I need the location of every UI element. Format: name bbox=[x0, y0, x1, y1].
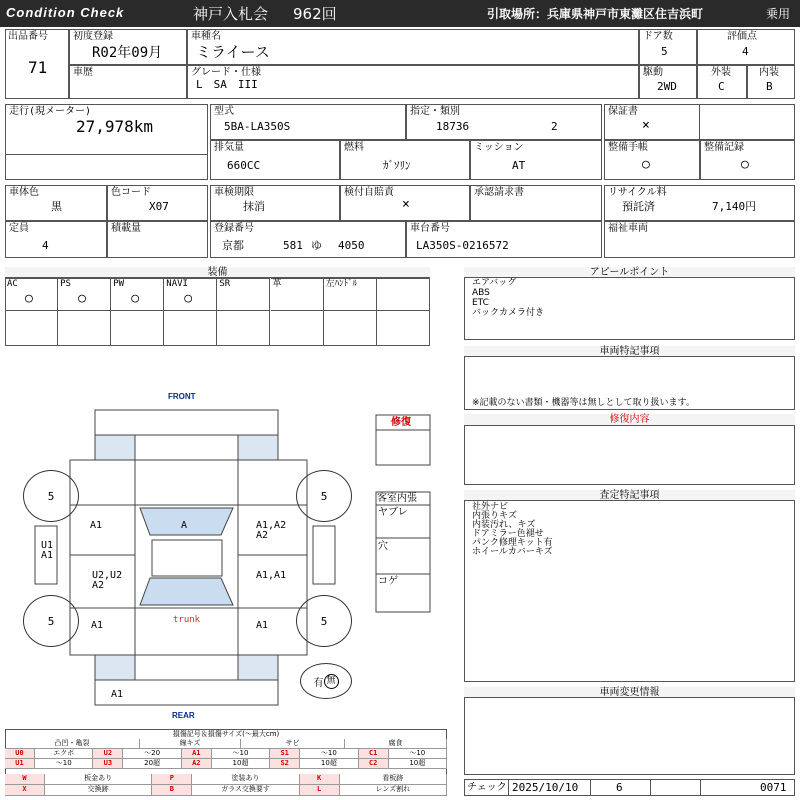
panel-hood: A bbox=[181, 520, 188, 531]
inspector-lines bbox=[472, 503, 553, 557]
score-value: 4 bbox=[742, 45, 749, 58]
equipment-label: NAVI bbox=[166, 279, 188, 289]
chassis-value: LA350S-0216572 bbox=[416, 239, 509, 252]
displacement-value: 660CC bbox=[227, 159, 261, 172]
change-panel bbox=[464, 687, 795, 775]
header-auction: 神戸入札会 bbox=[193, 5, 269, 23]
legend-code: U2 bbox=[93, 749, 123, 759]
legend-group: サビ bbox=[241, 739, 345, 749]
legend-group: 凸凹・亀裂 bbox=[5, 739, 140, 749]
legend-meaning: レンズ割れ bbox=[340, 785, 447, 796]
check-date: 2025/10/10 bbox=[512, 781, 579, 794]
legend-code: U0 bbox=[5, 749, 35, 759]
tire-front-left: 5 bbox=[23, 470, 79, 522]
legend-size: 〜10 bbox=[300, 749, 358, 759]
legend-size: 〜10 bbox=[389, 749, 447, 759]
doors-value: 5 bbox=[661, 45, 668, 58]
grade-value: L SA III bbox=[196, 78, 258, 91]
legend-code: L bbox=[300, 785, 340, 796]
appeal-title: アピールポイント bbox=[464, 267, 795, 278]
spare-indicator bbox=[300, 663, 352, 699]
plate-label: 登録番号 bbox=[214, 223, 254, 234]
designation-value: 18736 bbox=[436, 120, 470, 133]
equipment-label: 革 bbox=[272, 279, 282, 289]
plate-class: 581 bbox=[283, 239, 303, 252]
equipment-mark: ○ bbox=[184, 291, 193, 306]
history-label: 車歴 bbox=[73, 67, 93, 78]
grade-label: グレード・仕様 bbox=[191, 67, 261, 78]
legend-code: A2 bbox=[182, 759, 212, 769]
recycle-label: リサイクル料 bbox=[608, 187, 667, 198]
legend-code: S2 bbox=[270, 759, 300, 769]
legend-size: 20超 bbox=[123, 759, 181, 769]
equipment-cell bbox=[324, 278, 377, 310]
panel-left-side: U1 A1 bbox=[41, 540, 54, 561]
cabin-title: 客室内張 bbox=[377, 493, 417, 504]
insurance-value: × bbox=[402, 197, 410, 212]
equipment-cell bbox=[271, 310, 324, 346]
manual-value: ○ bbox=[642, 157, 650, 172]
legend-code: P bbox=[152, 774, 192, 785]
tire-rear-right: 5 bbox=[296, 595, 352, 647]
repair-title: 修復 bbox=[391, 417, 411, 428]
legend-code: S1 bbox=[270, 749, 300, 759]
legend-size: 〜20 bbox=[123, 749, 181, 759]
equipment-label: AC bbox=[7, 279, 18, 289]
equipment-cell bbox=[58, 310, 111, 346]
equipment-cell bbox=[5, 310, 58, 346]
inspector-line: ホイールカバーキズ bbox=[472, 547, 553, 557]
plate-number: 4050 bbox=[338, 239, 365, 252]
panel-right-front-door: A1,A1 bbox=[256, 570, 287, 581]
header-session: 962回 bbox=[293, 5, 337, 23]
special-title: 車両特記事項 bbox=[464, 346, 795, 357]
check-code: 0071 bbox=[760, 781, 787, 794]
inspector-line: パンク修理キット有 bbox=[472, 538, 553, 548]
drive-label: 駆動 bbox=[643, 67, 663, 78]
equipment-cell bbox=[111, 278, 164, 310]
interior-label: 内装 bbox=[759, 67, 779, 78]
record-label: 整備記録 bbox=[704, 142, 744, 153]
panel-right-rear: A1 bbox=[256, 620, 269, 631]
header-category: 乗用 bbox=[766, 7, 791, 21]
equipment-cell bbox=[5, 278, 58, 310]
equipment-label: 左ﾊﾝﾄﾞﾙ bbox=[325, 279, 358, 289]
designation-label: 指定・類別 bbox=[410, 106, 460, 117]
plate-kana: ゆ bbox=[311, 239, 322, 252]
appeal-line: バックカメラ付き bbox=[472, 308, 545, 318]
inspector-line: 内装汚れ、キズ bbox=[472, 520, 536, 530]
legend-title: 損傷記号＆損傷サイズ(〜最大cm) bbox=[172, 730, 280, 738]
legend-code: U3 bbox=[93, 759, 123, 769]
car-name: ミライース bbox=[196, 43, 270, 61]
legend-size: 10超 bbox=[300, 759, 358, 769]
legend-meaning: 交換跡 bbox=[45, 785, 152, 796]
spare-label: 有 bbox=[313, 677, 324, 689]
front-bumper bbox=[95, 410, 278, 435]
equipment-title: 装備 bbox=[5, 267, 430, 278]
load-label: 積載量 bbox=[111, 223, 141, 234]
legend-code: X bbox=[5, 785, 45, 796]
first-reg-value: R02年09月 bbox=[92, 45, 163, 61]
legend-code: K bbox=[300, 774, 340, 785]
legend-meaning: 塗装あり bbox=[192, 774, 299, 785]
equipment-cell bbox=[164, 278, 217, 310]
legend-size: 10超 bbox=[389, 759, 447, 769]
cabin-row-tear: ヤブレ bbox=[378, 507, 408, 518]
inspector-line: 内張りキズ bbox=[472, 511, 517, 521]
equipment-cell bbox=[164, 310, 217, 346]
color-code-label: 色コード bbox=[111, 187, 151, 198]
panel-rear-bumper: A1 bbox=[111, 689, 124, 700]
displacement-label: 排気量 bbox=[214, 142, 244, 153]
legend-code: U1 bbox=[5, 759, 35, 769]
equipment-cell bbox=[111, 310, 164, 346]
recycle-status: 預託済 bbox=[622, 200, 655, 213]
equipment-cell bbox=[58, 278, 111, 310]
equipment-label: PS bbox=[60, 279, 71, 289]
recycle-fee: 7,140円 bbox=[712, 200, 757, 213]
model-value: 5BA-LA350S bbox=[224, 120, 291, 133]
cabin-row-hole: 穴 bbox=[378, 541, 388, 552]
equipment-cell bbox=[217, 310, 270, 346]
transmission-label: ミッション bbox=[474, 142, 524, 153]
legend-size: 10超 bbox=[212, 759, 270, 769]
legend-size: エクボ bbox=[35, 749, 93, 759]
equipment-label: PW bbox=[113, 279, 125, 289]
panel-left-front-fender: A1 bbox=[90, 520, 103, 531]
legend-code: W bbox=[5, 774, 45, 785]
car-diagram bbox=[0, 400, 460, 720]
equipment-mark: ○ bbox=[131, 291, 140, 306]
inspection-label: 車検期限 bbox=[214, 187, 254, 198]
exterior-value: C bbox=[718, 80, 725, 93]
welfare-label: 福祉車両 bbox=[608, 223, 648, 234]
appeal-line: ETC bbox=[472, 298, 489, 308]
mileage-value: 27,978km bbox=[76, 117, 154, 136]
score-label: 評価点 bbox=[727, 31, 757, 42]
tire-rear-left: 5 bbox=[23, 595, 79, 647]
front-label: FRONT bbox=[168, 392, 196, 401]
check-label: チェック bbox=[467, 782, 507, 793]
record-value: ○ bbox=[741, 157, 749, 172]
legend-code: A1 bbox=[182, 749, 212, 759]
name-label: 車種名 bbox=[191, 31, 221, 42]
equipment-mark: ○ bbox=[25, 291, 33, 306]
exterior-label: 外装 bbox=[711, 67, 731, 78]
special-note: ※記載のない書類・機器等は無しとして取り扱います。 bbox=[472, 398, 695, 408]
chassis-label: 車台番号 bbox=[410, 223, 450, 234]
drive-value: 2WD bbox=[657, 80, 677, 93]
cabin-row-burn: コゲ bbox=[378, 576, 398, 587]
interior-value: B bbox=[766, 80, 773, 93]
appeal-lines bbox=[472, 278, 544, 318]
doors-label: ドア数 bbox=[643, 31, 673, 42]
panel-left-rear: A1 bbox=[91, 620, 104, 631]
legend-meaning: 看板跡 bbox=[340, 774, 447, 785]
transmission-value: AT bbox=[512, 159, 526, 172]
lot-number: 71 bbox=[28, 58, 48, 77]
panel-right-front-fender: A1,A2 A2 bbox=[256, 520, 287, 541]
first-reg-label: 初度登録 bbox=[73, 31, 113, 42]
plate-region: 京都 bbox=[222, 239, 244, 252]
panel-left-front-door: U2,U2 A2 bbox=[92, 570, 123, 591]
tire-front-right: 5 bbox=[296, 470, 352, 522]
body-color-value: 黒 bbox=[51, 200, 62, 213]
lot-label: 出品番号 bbox=[8, 31, 48, 42]
inspector-line: 社外ナビ bbox=[472, 502, 509, 512]
warranty-value: × bbox=[642, 118, 650, 133]
legend-meaning: ガラス交換要す bbox=[192, 785, 299, 796]
spare-value: 無 bbox=[324, 674, 339, 689]
legend-code: B bbox=[152, 785, 192, 796]
legend-size: 〜10 bbox=[212, 749, 270, 759]
fuel-label: 燃料 bbox=[344, 142, 364, 153]
equipment-cell bbox=[217, 278, 270, 310]
body-color-label: 車体色 bbox=[9, 187, 39, 198]
manual-label: 整備手帳 bbox=[608, 142, 648, 153]
fuel-value: ｶﾞｿﾘﾝ bbox=[383, 159, 411, 172]
claim-label: 承認請求書 bbox=[474, 187, 524, 198]
legend-code: C1 bbox=[359, 749, 389, 759]
legend-size: 〜10 bbox=[35, 759, 93, 769]
class-value: 2 bbox=[551, 120, 558, 133]
legend-group: 線キズ bbox=[140, 739, 241, 749]
equipment-mark: ○ bbox=[78, 291, 86, 306]
equipment-cell bbox=[377, 278, 430, 310]
repair-content-title: 修復内容 bbox=[464, 414, 795, 426]
mileage-label: 走行(現メーター) bbox=[9, 106, 92, 117]
capacity-label: 定員 bbox=[9, 223, 29, 234]
change-title: 車両変更情報 bbox=[464, 687, 795, 698]
appeal-line: ABS bbox=[472, 288, 490, 298]
model-label: 型式 bbox=[214, 106, 234, 117]
color-code-value: X07 bbox=[149, 200, 169, 213]
header-title: Condition Check bbox=[6, 5, 125, 20]
rear-label: REAR bbox=[172, 711, 195, 720]
inspector-title: 査定特記事項 bbox=[464, 490, 795, 501]
equipment-cell bbox=[271, 278, 324, 310]
appeal-line: エアバッグ bbox=[472, 278, 517, 288]
legend-meaning: 板金あり bbox=[45, 774, 152, 785]
header-pickup: 引取場所：兵庫県神戸市東灘区住吉浜町 bbox=[487, 7, 704, 21]
legend-group: 腐食 bbox=[345, 739, 447, 749]
capacity-value: 4 bbox=[42, 239, 49, 252]
inspection-value: 抹消 bbox=[243, 200, 265, 213]
equipment-cell bbox=[377, 310, 430, 346]
warranty-label: 保証書 bbox=[608, 106, 638, 117]
inspector-line: ドアミラー色褪せ bbox=[472, 529, 544, 539]
trunk-label: trunk bbox=[173, 615, 201, 625]
equipment-label: SR bbox=[219, 279, 231, 289]
insurance-label: 検付自賠責 bbox=[344, 187, 394, 198]
equipment-cell bbox=[324, 310, 377, 346]
check-num: 6 bbox=[616, 781, 623, 794]
legend-code: C2 bbox=[359, 759, 389, 769]
